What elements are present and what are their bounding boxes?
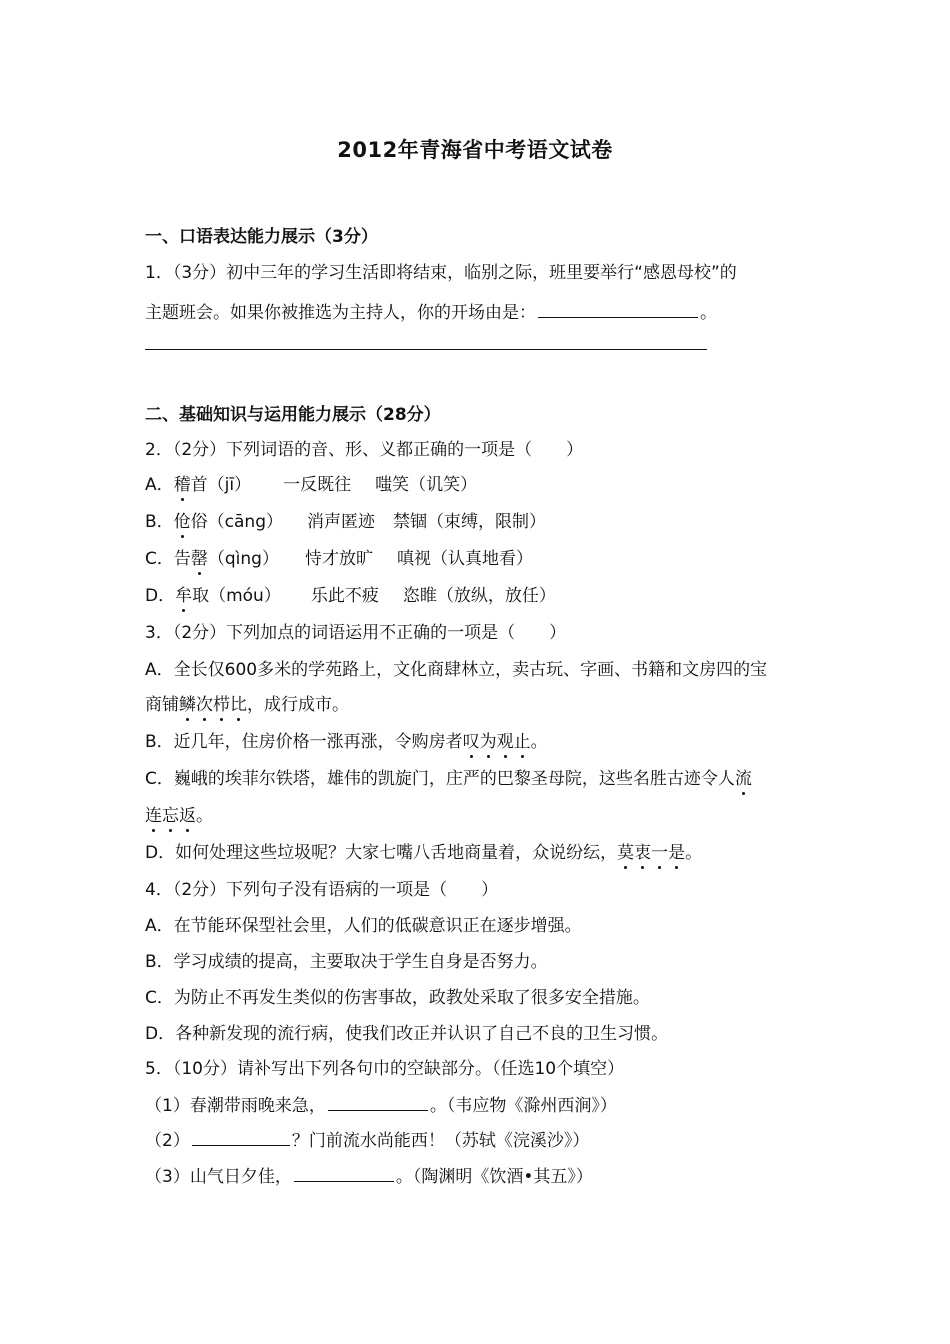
section-1-heading: 一、口语表达能力展示（3分）: [145, 227, 378, 247]
q2-option-a: [145, 474, 477, 496]
q3-option-a-line-1: A．全长仅600多米的学苑路上，文化商肆林立，卖古玩、字画、书籍和文房四的宝: [145, 660, 768, 680]
q2-a-word-3: 嗤笑（讥笑）: [375, 475, 478, 495]
q3-a-post: ，成行成市。: [247, 695, 349, 715]
q2-c-pre-char: 告: [173, 549, 191, 569]
q2-c-dotted-char: 罄: [190, 549, 208, 569]
q2-b-word-3: 禁锢（束缚，限制）: [393, 512, 547, 532]
q3-c-post: 。: [196, 806, 213, 826]
page-title: 2012年青海省中考语文试卷: [337, 138, 613, 162]
q2-d-word-3: 恣睢（放纵，放任）: [402, 586, 556, 606]
q2-c-word-2: 恃才放旷: [304, 549, 373, 569]
q3-c-pre: C．巍峨的埃菲尔铁塔，雄伟的凯旋门，庄严的巴黎圣母院，这些名胜古迹令人: [145, 769, 735, 789]
q4-stem: 4．（2分）下列句子没有语病的一项是（ ）: [145, 880, 499, 900]
q3-b-dotted-char: 观: [496, 732, 514, 752]
q2-c-word-3: 嗔视（认真地看）: [396, 549, 533, 569]
q2-b-word-2: 消声匿迹: [307, 512, 376, 532]
q2-b-word-1: 俗（cāng）: [190, 512, 284, 532]
q2-d-word-1: 取（móu）: [192, 586, 281, 606]
q3-a-dotted-char: 鳞: [179, 695, 196, 715]
q5-s2-blank[interactable]: [192, 1128, 290, 1146]
q3-c-dotted-char: 流: [734, 769, 752, 789]
q4-option-b: B．学习成绩的提高，主要取决于学生自身是否努力。: [145, 952, 548, 972]
q2-option-b: [145, 511, 546, 533]
q2-option-d: [145, 585, 556, 607]
q3-option-c-line-2: [145, 805, 213, 827]
q1-line-1: 1．（3分）初中三年的学习生活即将结束，临别之际，班里要举行“感恩母校”的: [145, 263, 737, 283]
q1-answer-line[interactable]: [145, 349, 707, 350]
q3-d-dotted-char: 是: [668, 843, 686, 863]
q5-s3-pre: （3）山气日夕佳，: [145, 1167, 292, 1187]
q5-sentence-1: [145, 1093, 617, 1117]
q3-option-b: [145, 731, 548, 753]
q3-c-dotted-char: 返: [179, 806, 196, 826]
q3-d-dotted-char: 莫: [617, 843, 635, 863]
q3-a-pre: 商铺: [145, 695, 179, 715]
q3-option-d: [145, 842, 702, 864]
q5-sentence-2: [145, 1128, 589, 1152]
q4-option-a: A．在节能环保型社会里，人们的低碳意识正在逐步增强。: [145, 916, 582, 936]
q5-s3-blank[interactable]: [294, 1164, 394, 1182]
q3-d-dotted-char: 一: [651, 843, 669, 863]
q3-c-dotted-char: 连: [145, 806, 162, 826]
q5-s3-post: 。（陶渊明《饮酒•其五》）: [395, 1167, 593, 1187]
q5-s1-pre: （1）春潮带雨晚来急，: [145, 1096, 326, 1116]
q2-stem: 2．（2分）下列词语的音、形、义都正确的一项是（ ）: [145, 440, 584, 460]
q3-a-dotted-char: 比: [230, 695, 247, 715]
q4-option-d: D．各种新发现的流行病，使我们改正并认识了自己不良的卫生习惯。: [145, 1024, 669, 1044]
q3-b-pre: B．近几年，住房价格一涨再涨，令购房者: [145, 732, 463, 752]
q2-d-dotted-char: 牟: [175, 586, 193, 606]
q3-a-dotted-char: 次: [196, 695, 213, 715]
q2-c-pinyin: （qìng）: [207, 549, 279, 569]
q3-d-post: 。: [685, 843, 703, 863]
q3-b-dotted-char: 叹: [462, 732, 480, 752]
q5-s1-blank[interactable]: [328, 1093, 428, 1111]
q3-b-post: 。: [530, 732, 548, 752]
q2-a-word-1: 首（jī）: [190, 475, 252, 495]
q3-c-dotted-char: 忘: [162, 806, 179, 826]
q2-d-word-2: 乐此不疲: [310, 586, 379, 606]
q3-d-pre: D．如何处理这些垃圾呢？大家七嘴八舌地商量着，众说纷纭，: [145, 843, 618, 863]
q1-line-2-text: 主题班会。如果你被推选为主持人，你的开场由是：: [145, 303, 536, 323]
q4-option-c: C．为防止不再发生类似的伤害事故，政教处采取了很多安全措施。: [145, 988, 650, 1008]
q3-b-dotted-char: 为: [479, 732, 497, 752]
q3-d-dotted-char: 衷: [634, 843, 652, 863]
q2-c-prefix: C．: [145, 549, 174, 569]
q2-option-c: [145, 548, 533, 570]
q2-a-dotted-char: 稽: [173, 475, 191, 495]
q1-answer-blank[interactable]: [538, 300, 698, 318]
q2-b-prefix: B．: [145, 512, 174, 532]
q2-a-prefix: A．: [145, 475, 174, 495]
q2-d-prefix: D．: [145, 586, 176, 606]
q3-option-c-line-1: [145, 768, 752, 790]
q3-option-a-line-2: [145, 694, 349, 716]
q5-s1-post: 。（韦应物《滁州西涧》）: [429, 1096, 617, 1116]
section-2-heading: 二、基础知识与运用能力展示（28分）: [145, 405, 441, 425]
q2-a-word-2: 一反既往: [283, 475, 352, 495]
q5-s2-post: ？门前流水尚能西！（苏轼《浣溪沙》）: [291, 1131, 590, 1151]
q3-a-dotted-char: 栉: [213, 695, 230, 715]
q2-b-dotted-char: 伧: [173, 512, 191, 532]
q3-stem: 3．（2分）下列加点的词语运用不正确的一项是（ ）: [145, 623, 567, 643]
q1-line-2-end: 。: [700, 303, 717, 323]
q5-sentence-3: [145, 1164, 593, 1188]
q5-s2-pre: （2）: [145, 1131, 190, 1151]
q3-b-dotted-char: 止: [513, 732, 531, 752]
q1-line-2: [145, 300, 717, 324]
q5-stem: 5．（10分）请补写出下列各句巾的空缺部分。（任选10个填空）: [145, 1059, 625, 1079]
